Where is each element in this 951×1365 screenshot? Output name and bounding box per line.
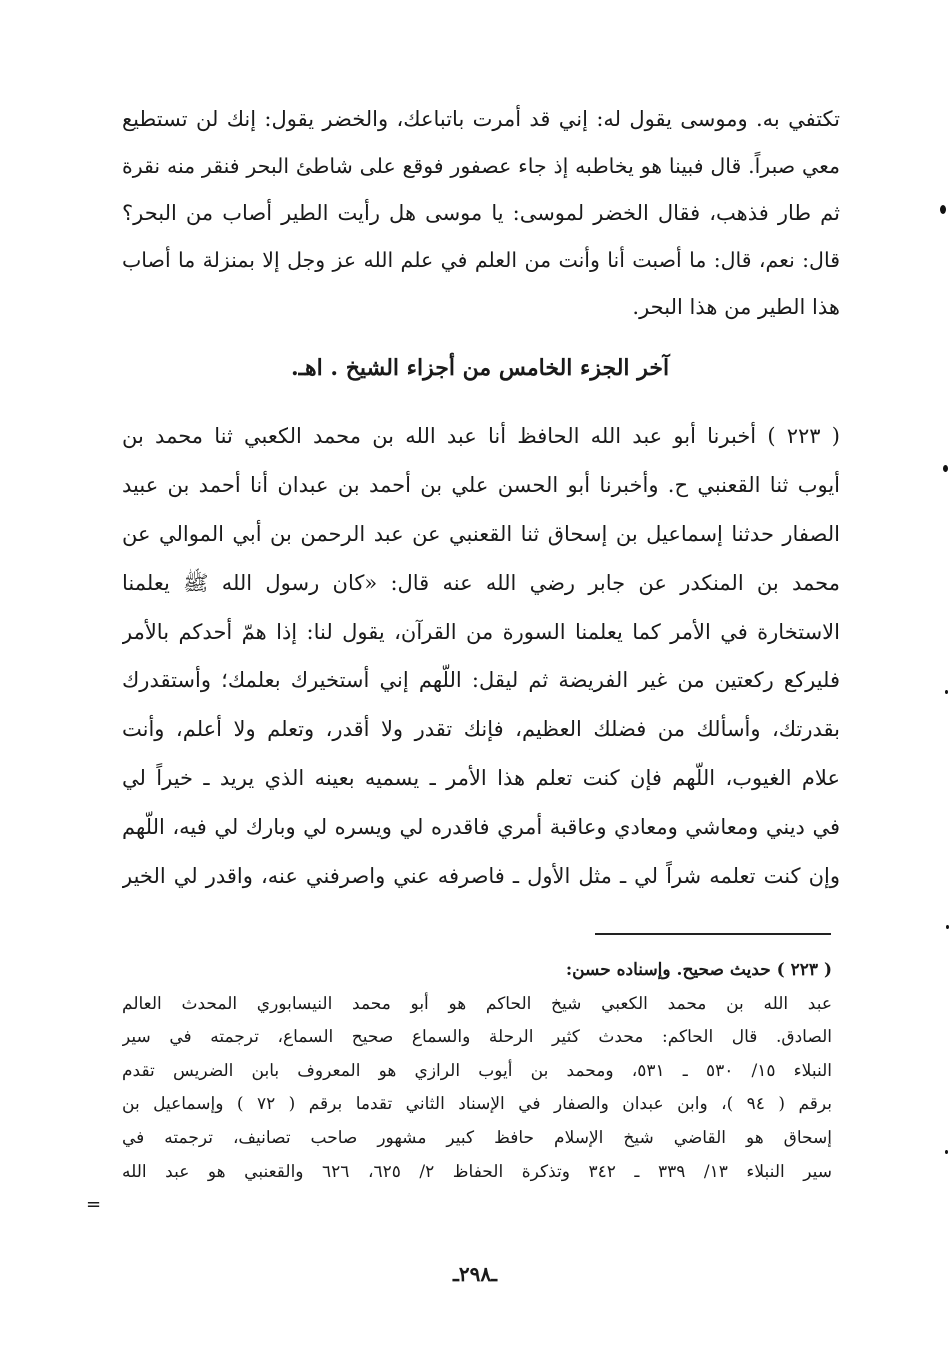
page-number: ـ٢٩٨ـ bbox=[453, 1262, 497, 1286]
text-line: الاستخارة في الأمر كما يعلمنا السورة من القرآن، يقول لنا: إذا همّ أحدكم بالأمر bbox=[122, 619, 840, 644]
text-line: ثم طار فذهب، فقال الخضر لموسى: يا موسى هل رأيت الطير أصاب من البحر؟ bbox=[122, 201, 840, 225]
text-line: بقدرتك، وأسألك من فضلك العظيم، فإنك تقدر ولا أقدر، وتعلم ولا أعلم، وأنت bbox=[122, 717, 840, 742]
footnote-line: إسحاق هو القاضي شيخ الإسلام حافظ كبير مشهور صاحب تصانيف، ترجمته في bbox=[122, 1127, 832, 1148]
text-line: وإن كنت تعلمه شراً لي ـ مثل الأول ـ فاصرفه عني واصرفني عنه، واقدر لي الخير bbox=[122, 864, 840, 889]
footnote-separator bbox=[595, 933, 831, 935]
text-line: محمد بن المنكدر عن جابر رضي الله عنه قال: «كان رسول الله ﷺ يعلمنا bbox=[122, 570, 840, 595]
scan-speck bbox=[945, 690, 948, 694]
hadith-text-block bbox=[122, 412, 840, 901]
text-line: ( ٢٢٣ ) أخبرنا أبو عبد الله الحافظ أنا عبد الله بن محمد الكعبي ثنا محمد بن bbox=[122, 424, 840, 448]
section-heading: آخر الجزء الخامس من أجزاء الشيخ . اهـ. bbox=[290, 355, 670, 381]
text-line: الصفار حدثنا إسماعيل بن إسحاق ثنا القعنبي عن عبد الرحمن بن أبي الموالي عن bbox=[122, 521, 840, 546]
footnote-block bbox=[122, 954, 832, 1189]
scan-speck bbox=[943, 465, 948, 472]
text-line: فليركع ركعتين من غير الفريضة ثم ليقل: اللّهم إني أستخيرك بعلمك؛ وأستقدرك bbox=[122, 668, 840, 693]
footnote-line: عبد الله بن محمد الكعبي شيخ الحاكم هو أبو محمد النيسابوري المحدث العالم bbox=[122, 993, 832, 1014]
footnote-title: ( ٢٢٣ ) حديث صحيح. وإسناده حسن: bbox=[565, 960, 832, 980]
text-line: علام الغيوب، اللّهم فإن كنت تعلم هذا الأمر ـ يسميه بعينه الذي يريد ـ خيراً لي bbox=[122, 766, 840, 791]
text-line: تكتفي به. وموسى يقول له: إني قد أمرت باتباعك، والخضر يقول: إنك لن تستطيع bbox=[122, 107, 840, 131]
text-line: معي صبراً. قال فبينا هو يخاطبه إذ جاء عصفور فوقع على شاطئ البحر فنقر منه نقرة bbox=[122, 154, 840, 178]
footnote-line: الصادق. قال الحاكم: محدث كثير الرحلة والسماع صحيح السماع، ترجمته في سير bbox=[122, 1027, 832, 1048]
text-line: أيوب ثنا القعنبي ح. وأخبرنا أبو الحسن علي بن أحمد بن عبدان أنا أحمد بن عبيد bbox=[122, 472, 840, 497]
scan-speck bbox=[945, 1150, 948, 1154]
main-text-block bbox=[122, 96, 840, 331]
scan-speck bbox=[940, 205, 946, 214]
text-line: قال: نعم، قال: ما أصبت أنا وأنت من العلم في علم الله عز وجل إلا بمنزلة ما أصاب bbox=[122, 248, 840, 272]
text-line: في ديني ومعاشي ومعادي وعاقبة أمري فاقدره لي ويسره لي وبارك لي فيه، اللّهم bbox=[122, 815, 840, 840]
footnote-line: برقم ( ٩٤ )، وابن عبدان والصفار في الإسناد الثاني تقدما برقم ( ٧٢ ) وإسماعيل بن bbox=[122, 1094, 832, 1115]
footnote-line: سير النبلاء ١٣/ ٣٣٩ ـ ٣٤٢ وتذكرة الحفاظ ٢/ ٦٢٥، ٦٢٦ والقعنبي هو عبد الله bbox=[122, 1161, 832, 1182]
continuation-mark: = bbox=[86, 1194, 102, 1215]
scan-speck bbox=[946, 925, 949, 929]
footnote-line: النبلاء ١٥/ ٥٣٠ ـ ٥٣١، ومحمد بن أيوب الرازي هو المعروف بابن الضريس تقدم bbox=[122, 1060, 832, 1081]
text-line: هذا الطير من هذا البحر. bbox=[632, 295, 840, 319]
